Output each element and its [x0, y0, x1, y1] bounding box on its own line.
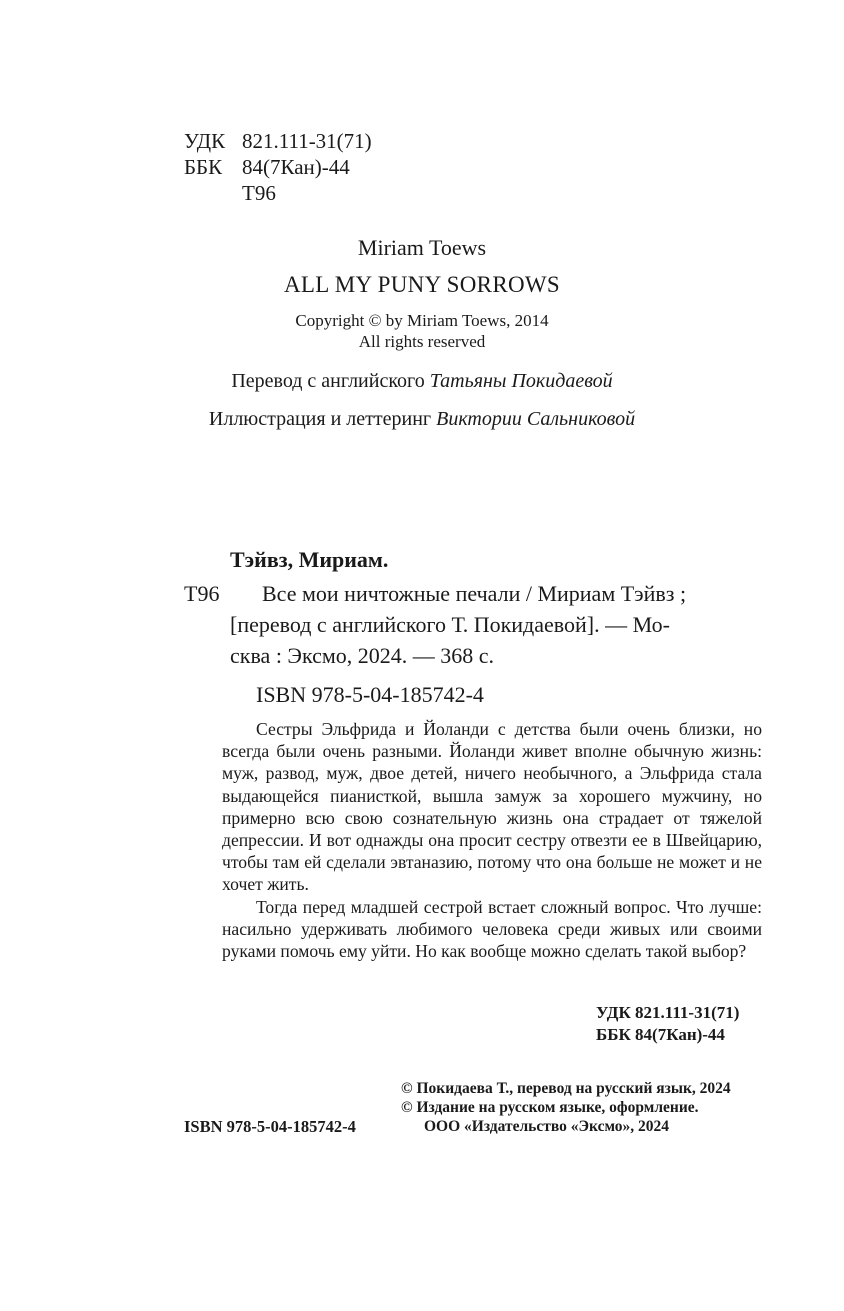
footer-copyright-1: © Покидаева Т., перевод на русский язык, 2024	[401, 1080, 731, 1097]
bibliographic-isbn: ISBN 978-5-04-185742-4	[256, 682, 484, 707]
index-udk: УДК 821.111-31(71)	[596, 1003, 740, 1022]
original-author: Miriam Toews	[357, 235, 487, 260]
author-mark: Т96	[242, 181, 276, 205]
udk-value: 821.111-31(71)	[242, 129, 372, 153]
footer-isbn: ISBN 978-5-04-185742-4	[184, 1117, 356, 1136]
illustration-credit	[0, 408, 844, 431]
translation-credit	[0, 370, 844, 393]
original-title: ALL MY PUNY SORROWS	[284, 272, 560, 297]
translation-prefix: Перевод с английского	[231, 370, 425, 392]
bibliographic-line-1: Все мои ничтожные печали / Мириам Тэйвз ;	[262, 581, 687, 606]
original-copyright: Copyright © by Miriam Toews, 2014	[295, 311, 549, 330]
bibliographic-line-2: [перевод с английского Т. Покидаевой]. — Мо-	[230, 612, 670, 637]
udk-label: УДК	[184, 129, 226, 153]
index-bbk: ББК 84(7Кан)-44	[596, 1025, 725, 1044]
original-rights: All rights reserved	[358, 332, 486, 351]
bbk-value: 84(7Кан)-44	[242, 155, 350, 179]
bibliographic-mark: Т96	[184, 581, 220, 606]
annotation-paragraph-1: Сестры Эльфрида и Йоланди с детства были очень близки, но всегда были очень разными. Йоланди живет вполне обычную жизнь: муж, развод, муж, двое детей, ничего необычного, а Эльфрида стала выдающейся пианисткой, вышла замуж за хорошего мужчину, но примерно всю свою сознательную жизнь она страдает от тяжелой депрессии. И вот однажды она просит сестру отвезти ее в Швейцарию, чтобы там ей сделали эвтаназию, потому что она больше не может и не хочет жить.	[222, 719, 762, 895]
bbk-label: ББК	[184, 155, 223, 179]
footer-copyright-2: © Издание на русском языке, оформление.	[401, 1099, 699, 1116]
annotation	[222, 718, 762, 962]
bbk-line	[184, 154, 350, 180]
illustrator-name: Виктории Сальниковой	[436, 408, 636, 430]
annotation-paragraph-2: Тогда перед младшей сестрой встает сложный вопрос. Что лучше: насильно удерживать любимого человека среди живых или своими руками помочь ему уйти. Но как вообще можно сделать такой выбор?	[222, 896, 762, 962]
translator-name: Татьяны Покидаевой	[429, 370, 613, 392]
udk-line	[184, 128, 372, 154]
bibliographic-heading: Тэйвз, Мириам.	[230, 547, 389, 572]
illustration-prefix: Иллюстрация и леттеринг	[208, 408, 432, 430]
bibliographic-line-3: сква : Эксмо, 2024. — 368 с.	[230, 643, 495, 668]
footer-copyright-3: ООО «Издательство «Эксмо», 2024	[424, 1118, 670, 1135]
